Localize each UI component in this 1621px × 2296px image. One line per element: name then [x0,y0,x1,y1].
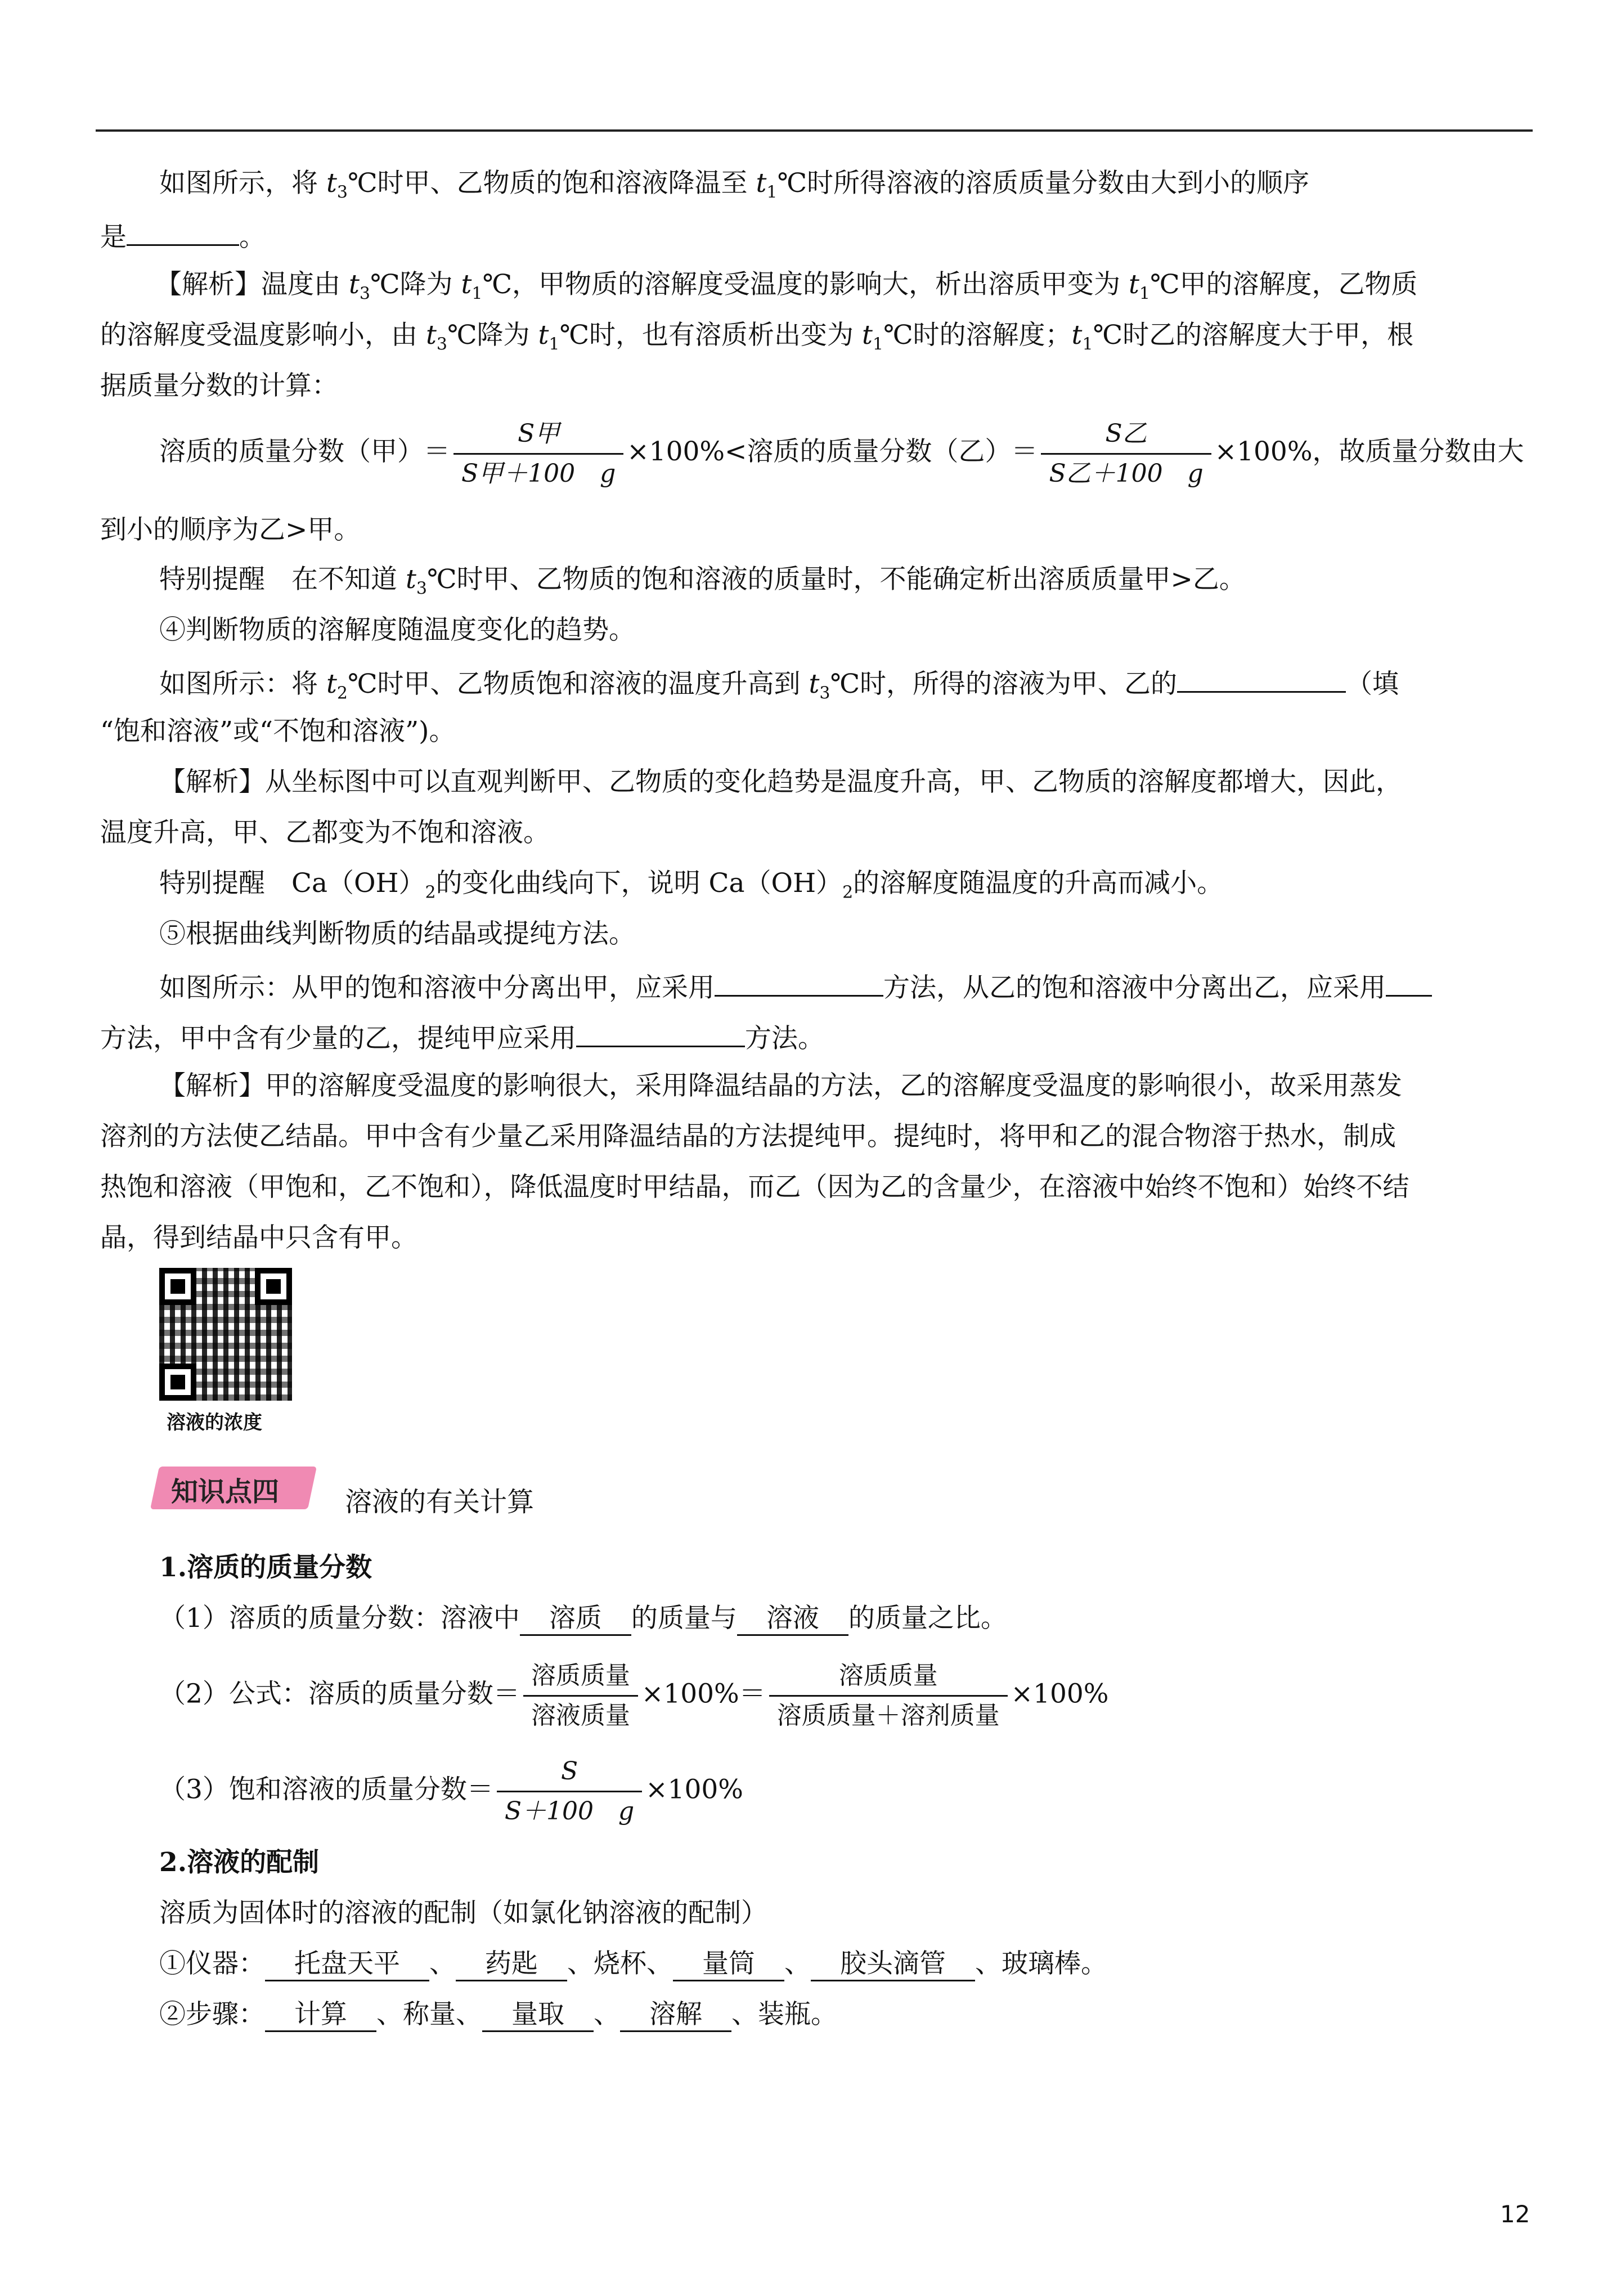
formula-line: （2）公式：溶质的质量分数＝ $\frac{\text{溶质质量}}{\text{溶液质量}}$ ×100%＝ $\frac{\text{溶质质量}}{\text{溶质质量＋溶剂质量}}$ ×100% [159,1660,1108,1732]
answer-filled: 胶头滴管 [811,1948,975,1981]
preparation-intro: 溶质为固体时的溶液的配制（如氯化钠溶液的配制） [159,1898,767,1929]
answer-blank[interactable] [715,968,883,997]
question-3-line-1: 如图所示：将 $t_2℃$时甲、乙物质饱和溶液的温度升高到 $t_3℃$时，所得的溶液为甲、乙的 （填 [159,664,1399,710]
answer-filled: 溶质 [520,1603,631,1636]
fraction-solute-over-sum: $\frac{\text{溶质质量}}{\text{溶质质量＋溶剂质量}}$ [769,1660,1008,1732]
answer-filled: 量取 [482,1999,594,2032]
qr-finder-pattern [255,1268,292,1305]
mass-fraction-comparison-formula: 溶质的质量分数（甲）＝ $\frac{\text{S甲}}{\text{S甲＋100 g}}$ ×100%<溶质的质量分数（乙）＝ $\frac{\text{S乙}}{\text{S乙＋100 g}}$ ×100%，故质量分数由大 [159,415,1524,490]
section-1-heading: 1.溶质的质量分数 [159,1552,372,1583]
answer-filled: 计算 [265,1999,376,2032]
qr-caption: 溶液的浓度 [167,1411,262,1434]
answer-blank[interactable] [1386,968,1432,997]
question-line-2: 是 。 [100,217,266,254]
analysis-5-line-4: 晶，得到结晶中只含有甲。 [100,1222,417,1253]
fraction-yi: $\frac{\text{S乙}}{\text{S乙＋100 g}}$ [1041,418,1211,490]
fraction-saturated: $\frac{S}{S+100 g}$ [497,1756,642,1827]
question-line-1: 如图所示，将 $t_3℃$时甲、乙物质的饱和溶液降温至 $t_1℃$时所得溶液的溶质质量分数由大到小的顺序 [159,168,1310,203]
answer-filled: 溶液 [737,1603,848,1636]
answer-blank[interactable] [127,217,239,246]
question-5-line-2: 方法，甲中含有少量的乙，提纯甲应采用 方法。 [100,1019,824,1056]
question-3-line-2: “饱和溶液”或“不饱和溶液”)。 [100,716,456,747]
analysis-line-1: 【解析】温度由 $t_3℃$降为 $t_1℃$，甲物质的溶解度受温度的影响大，析出溶质甲变为 $t_1℃$甲的溶解度，乙物质 [155,269,1418,304]
answer-filled: 托盘天平 [265,1948,429,1981]
fraction-jia: $\frac{\text{S甲}}{\text{S甲＋100 g}}$ [453,418,623,490]
analysis-line-2: 的溶解度受温度影响小，由 $t_3℃$降为 $t_1℃$时，也有溶质析出变为 $t_1℃$时的溶解度；$t_1℃$时乙的溶解度大于甲，根 [100,320,1414,355]
analysis-5-line-3: 热饱和溶液（甲饱和，乙不饱和），降低温度时甲结晶，而乙（因为乙的含量少，在溶液中始终不饱和）始终不结 [100,1172,1409,1203]
special-tip-2: 特别提醒 $Ca(OH)_2$的变化曲线向下，说明 $Ca(OH)_2$的溶解度随温度的升高而减小。 [159,868,1224,903]
knowledge-point-badge-label: 知识点四 [171,1476,280,1508]
saturated-formula-line: （3）饱和溶液的质量分数＝ $\frac{S}{S+100 g}$ ×100% [159,1756,743,1827]
fraction-solute-over-solution: $\frac{\text{溶质质量}}{\text{溶液质量}}$ [523,1660,638,1732]
formula-conclusion: 到小的顺序为乙>甲。 [100,514,361,545]
qr-code[interactable] [159,1268,292,1401]
definition-line: （1）溶质的质量分数：溶液中 溶质 的质量与 溶液 的质量之比。 [159,1602,1007,1636]
qr-finder-pattern [159,1268,196,1305]
analysis-5-line-1: 【解析】甲的溶解度受温度的影响很大，采用降温结晶的方法，乙的溶解度受温度的影响很小，故采用蒸发 [159,1070,1402,1101]
answer-filled: 量筒 [673,1948,784,1981]
analysis-3-line-2: 温度升高，甲、乙都变为不饱和溶液。 [100,817,550,848]
answer-filled: 溶解 [620,1999,731,2032]
item-4-heading: ④判断物质的溶解度随温度变化的趋势。 [159,615,635,645]
answer-filled: 药匙 [456,1948,567,1981]
qr-finder-pattern [159,1364,196,1401]
knowledge-point-title: 溶液的有关计算 [345,1486,535,1518]
instruments-line: ①仪器： 托盘天平 、 药匙 、烧杯、 量筒 、 胶头滴管 、玻璃棒。 [159,1947,1107,1981]
page-number: 12 [1500,2200,1530,2228]
answer-blank[interactable] [1177,664,1346,693]
header-rule [96,129,1533,132]
special-tip-1: 特别提醒 在不知道 $t_3℃$时甲、乙物质的饱和溶液的质量时，不能确定析出溶质质量甲>乙。 [159,564,1246,599]
analysis-5-line-2: 溶剂的方法使乙结晶。甲中含有少量乙采用降温结晶的方法提纯甲。提纯时，将甲和乙的混合物溶于热水，制成 [100,1121,1396,1152]
steps-line: ②步骤： 计算 、称量、 量取 、 溶解 、装瓶。 [159,1998,837,2032]
item-5-heading: ⑤根据曲线判断物质的结晶或提纯方法。 [159,918,635,949]
section-2-heading: 2.溶液的配制 [159,1847,320,1878]
answer-blank[interactable] [576,1019,745,1047]
question-5-line-1: 如图所示：从甲的饱和溶液中分离出甲，应采用 方法，从乙的饱和溶液中分离出乙，应采用 [159,968,1432,1005]
analysis-line-3: 据质量分数的计算： [100,370,338,401]
analysis-3-line-1: 【解析】从坐标图中可以直观判断甲、乙物质的变化趋势是温度升高，甲、乙物质的溶解度都增大，因此， [159,766,1402,797]
